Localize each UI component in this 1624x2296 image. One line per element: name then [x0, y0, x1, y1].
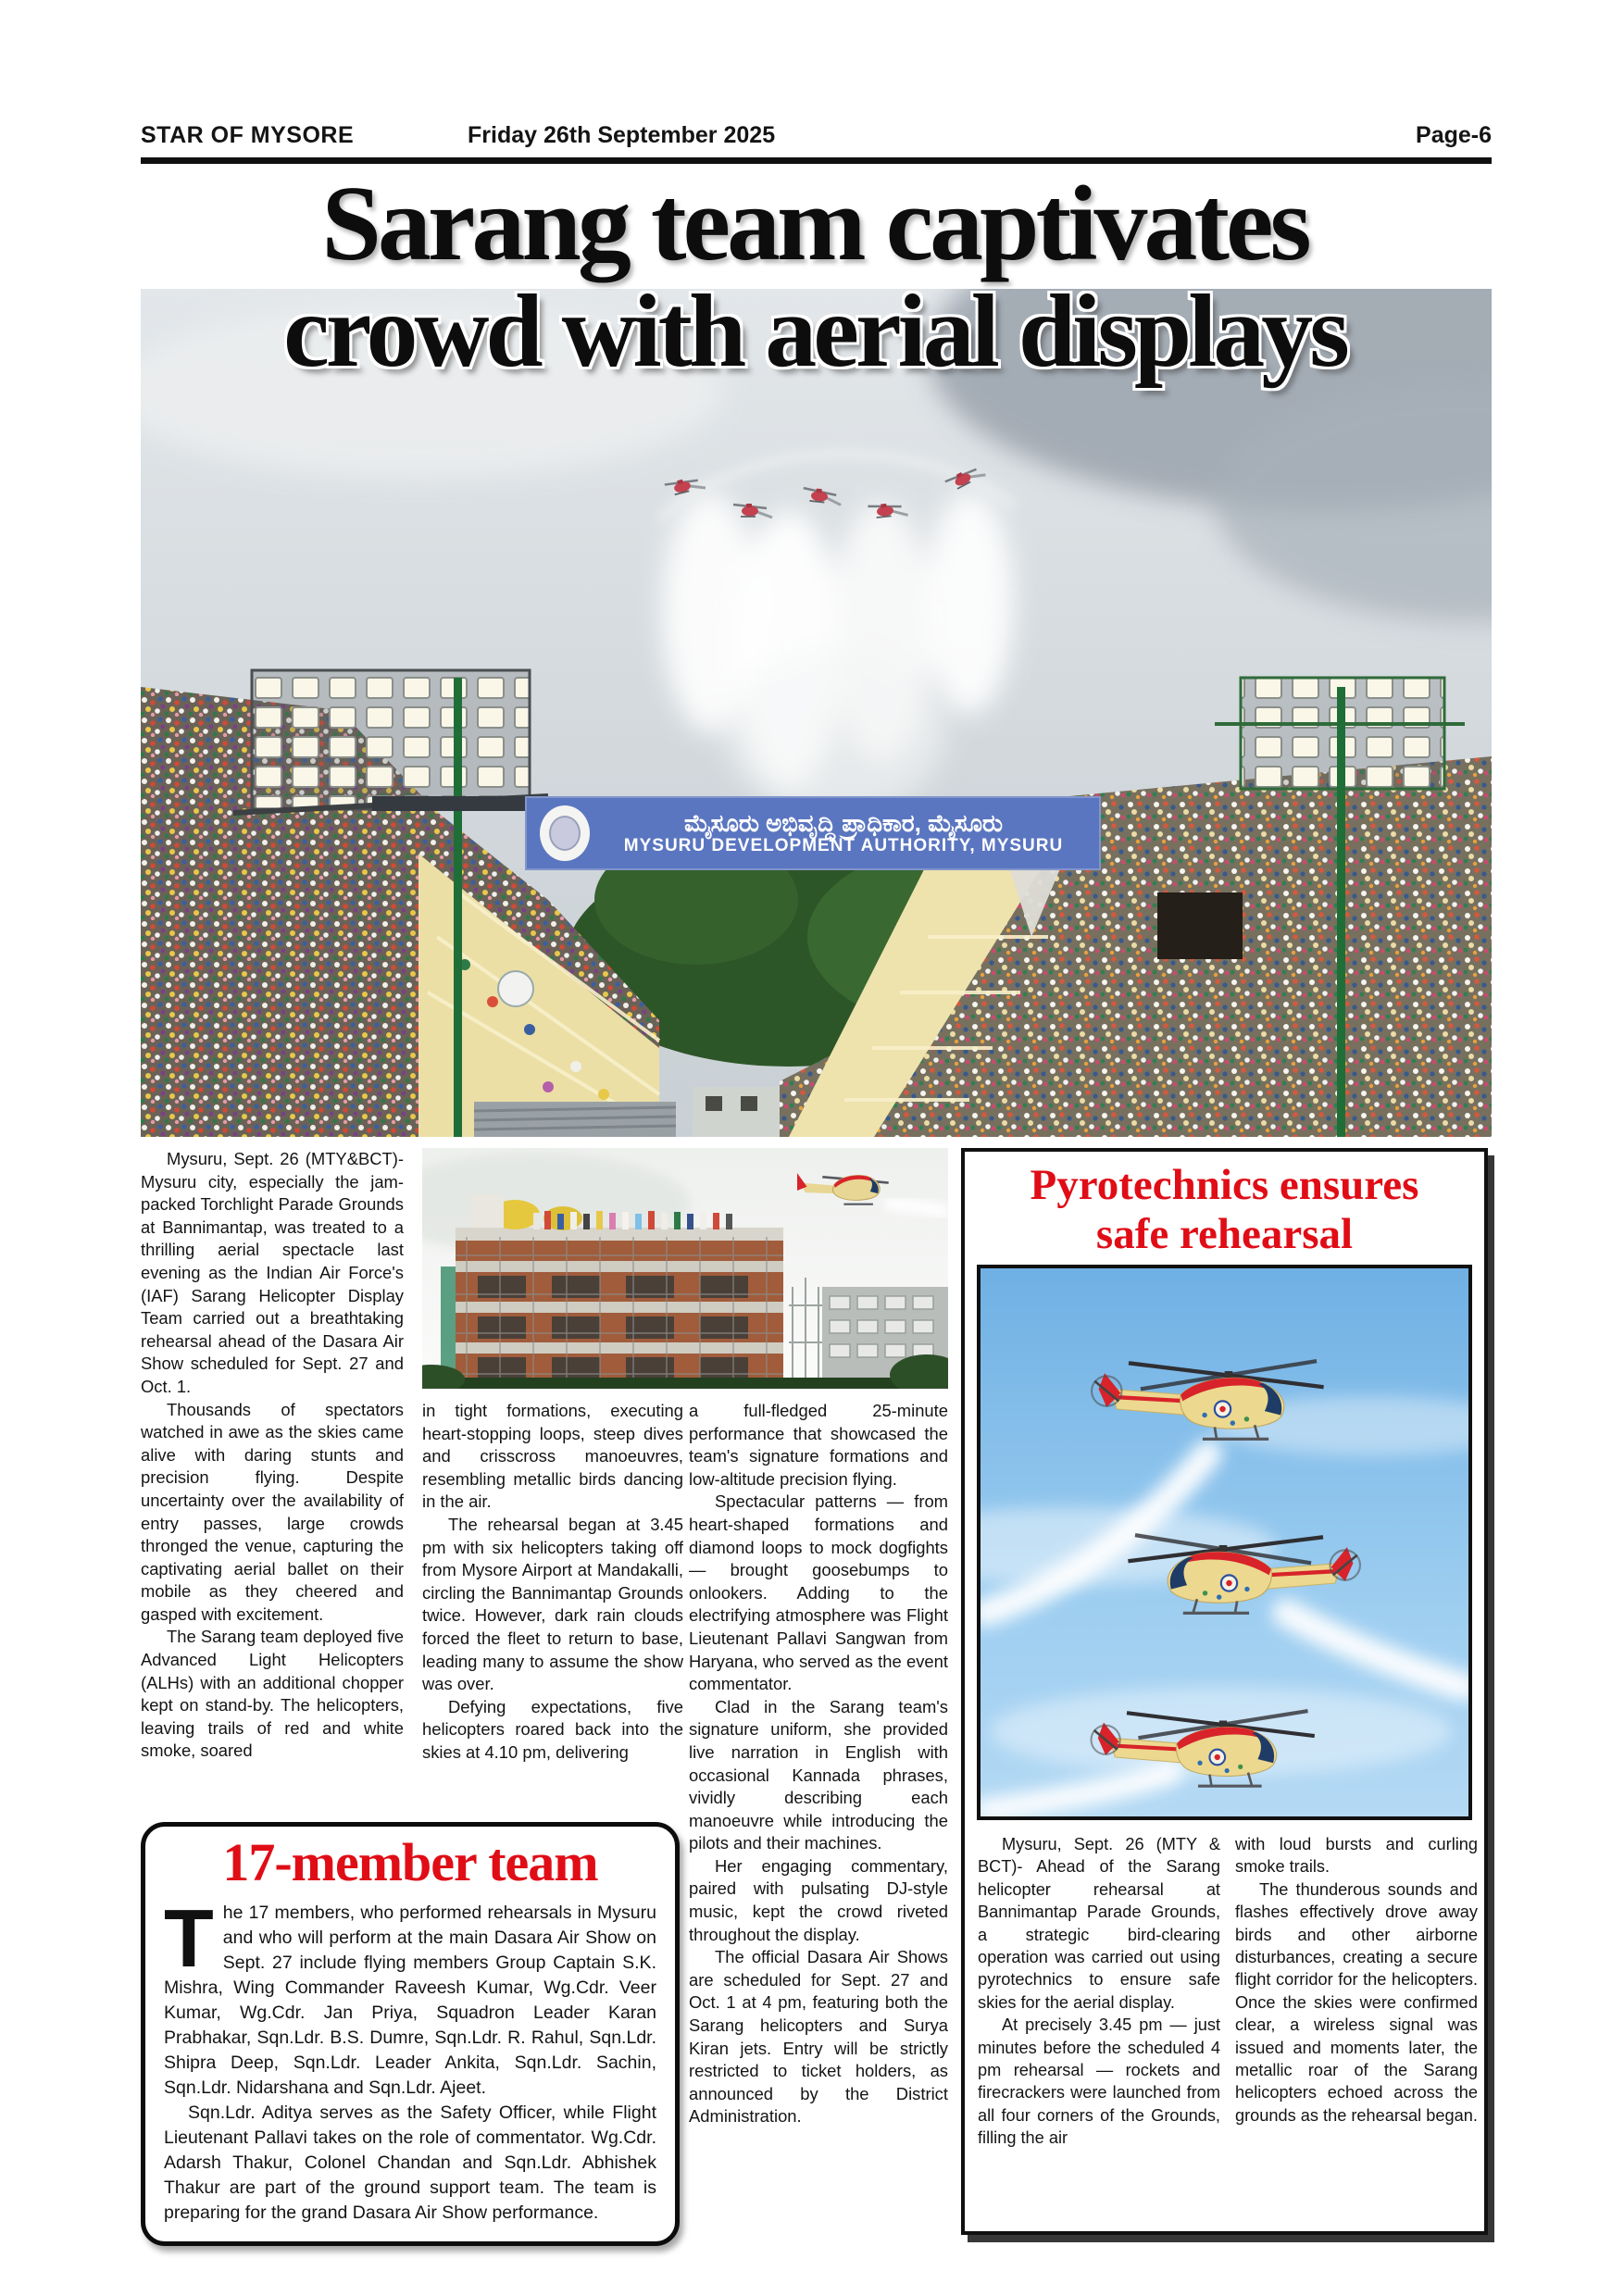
paragraph: Mysuru, Sept. 26 (MTY & BCT)- Ahead of the Sarang helicopter rehearsal at Bannimantap Parade Grounds, a strategic bird-clearing operation was carried out using pyrotechnics to ensure safe skies for the aerial display.: [978, 1835, 1220, 2012]
paragraph: Her engaging commentary, paired with pulsating DJ-style music, kept the crowd riveted throughout the display.: [689, 1855, 948, 1944]
paragraph: At precisely 3.45 pm — just minutes before the scheduled 4 pm rehearsal — rockets and firecrackers were launched from all four corners of the Grounds, filling the air: [978, 2015, 1220, 2148]
side-article-column-1: [978, 1833, 1220, 2215]
main-photo: [141, 289, 1492, 1137]
headline-line-1: Sarang team captivates: [321, 165, 1308, 283]
small-building: [693, 1087, 781, 1137]
masthead: STAR OF MYSORE: [141, 122, 355, 148]
paragraph: Spectacular patterns — from heart-shaped formations and diamond loops to mock dogfights — brought goosebumps to onlookers. Adding to the electrifying atmosphere was Flight Lieutenant Pallavi Sangwan from Haryana, who served as the event commentator.: [689, 1491, 948, 1694]
paragraph: Clad in the Sarang team's signature uniform, she provided live narration in English with occasional Kannada phrases, vividly describing each manoeuvre while introducing the pilots and their machines.: [689, 1696, 948, 1853]
side-article-title-line-1: Pyrotechnics ensures: [1030, 1161, 1419, 1209]
green-pole-left: [454, 678, 462, 1137]
paragraph: with loud bursts and curling smoke trails.: [1235, 1835, 1478, 1877]
team-box-paragraph-2: Sqn.Ldr. Aditya serves as the Safety Officer, while Flight Lieutenant Pallavi takes on the role of commentator. Wg.Cdr. Adarsh Thakur, Colonel Chandan and Sqn.Ldr. Abhishek Thakur are part of the ground support team. The team is preparing for the grand Dasara Air Show performance.: [164, 2103, 656, 2223]
team-box: [141, 1822, 680, 2246]
dropcap: T: [164, 1892, 214, 1984]
headline-line-2: crowd with aerial displays: [283, 274, 1346, 389]
edition-date: Friday 26th September 2025: [468, 122, 776, 148]
paragraph: The official Dasara Air Shows are scheduled for Sept. 27 and Oct. 1 at 4 pm, featuring both the Sarang helicopters and Surya Kiran jets. Entry will be strictly restricted to ticket holders, as announced by the District Administration.: [689, 1947, 948, 2127]
article-column-3: [689, 1400, 948, 2196]
side-photo: [977, 1265, 1472, 1820]
side-article-title-line-2: safe rehearsal: [1095, 1210, 1354, 1258]
article-column-1: [141, 1148, 404, 1811]
mda-logo-icon: [540, 805, 590, 861]
paragraph: Defying expectations, five helicopters roared back into the skies at 4.10 pm, delivering: [422, 1696, 683, 1762]
paragraph: The thunderous sounds and flashes effectively drove away birds and other airborne disturbances, creating a secure flight corridor for the helicopters. Once the skies were confirmed clear, a wireless signal was issued and moments later, the metallic roar of the Sarang helicopters echoed across the grounds as the rehearsal began.: [1235, 1879, 1478, 2125]
paragraph: Thousands of spectators watched in awe as the skies came alive with daring stunts and precision flying. Despite uncertainty over the availability of entry passes, large crowds thronged the venue, capturing the captivating aerial ballet on their mobile as they cheered and gasped with excitement.: [141, 1399, 404, 1624]
banner-kannada-text: ಮೈಸೂರು ಅಭಿವೃದ್ಧಿ ಪ್ರಾಧಿಕಾರ, ಮೈಸೂರು: [684, 809, 1003, 838]
paragraph: Mysuru, Sept. 26 (MTY&BCT)- Mysuru city, especially the jam-packed Torchlight Parade Grounds at Bannimantap, was treated to a thrilling aerial spectacle last evening as the Indian Air Force's (IAF) Sarang Helicopter Display Team carried out a breathtaking rehearsal ahead of the Dasara Air Show scheduled for Sept. 27 and Oct. 1.: [141, 1149, 404, 1396]
banner-beam: [372, 796, 530, 811]
paragraph: a full-fledged 25-minute performance that showcased the team's signature formations and low-altitude precision flying.: [689, 1401, 948, 1489]
left-floodlights: [233, 670, 548, 813]
team-box-paragraph-1: he 17 members, who performed rehearsals in Mysuru and who will perform at the main Dasara Air Show on Sept. 27 include flying members Group Captain S.K. Mishra, Wing Commander Raveesh Kumar, Wg.Cdr. Veer Kumar, Wg.Cdr. Jan Priya, Squadron Leader Karan Prabhakar, Sqn.Ldr. B.S. Dumre, Sqn.Ldr. R. Rahul, Sqn.Ldr. Shipra Deep, Sqn.Ldr. Leader Ankita, Sqn.Ldr. Sachin, Sqn.Ldr. Nidarshana and Sqn.Ldr. Ajeet.: [164, 1903, 656, 2098]
green-pole-right: [1337, 687, 1345, 1137]
side-article: [961, 1148, 1488, 2235]
secondary-photo: [422, 1148, 948, 1389]
paragraph: The rehearsal began at 3.45 pm with six helicopters taking off from Mysore Airport at Mandakalli, circling the Bannimantap Grounds twice. However, dark rain clouds forced the fleet to return to base, leading many to assume the show was over.: [422, 1514, 683, 1694]
page-number: Page-6: [1416, 122, 1492, 148]
main-photo-scene: [141, 289, 1492, 1137]
article-column-2: [422, 1400, 683, 1813]
paragraph: in tight formations, executing heart-stopping loops, steep dives and crisscross manoeuvres, resembling metallic birds dancing in the air.: [422, 1401, 683, 1512]
banner-english-text: MYSURU DEVELOPMENT AUTHORITY, MYSURU: [623, 835, 1064, 855]
satellite-dish: [498, 971, 533, 1006]
mda-banner: [525, 796, 1101, 870]
team-box-title: 17-member team: [222, 1832, 598, 1892]
paragraph: The Sarang team deployed five Advanced Light Helicopters (ALHs) with an additional chopper kept on stand-by. The helicopters, leaving trails of red and white smoke, soared: [141, 1627, 404, 1761]
side-article-column-2: [1235, 1833, 1478, 2215]
stand-opening: [1157, 892, 1243, 959]
